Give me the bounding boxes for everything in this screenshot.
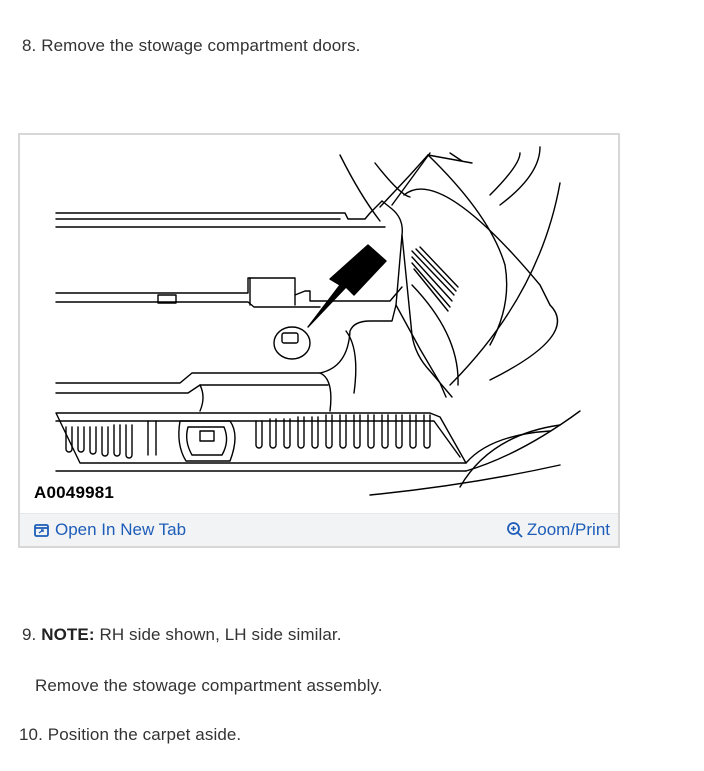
zoom-print-link[interactable]: [506, 520, 610, 540]
step-8-text: 8. Remove the stowage compartment doors.: [22, 36, 361, 55]
open-in-new-tab-link[interactable]: [34, 520, 186, 540]
step-9-number: 9.: [22, 625, 37, 644]
figure-id: A0049981: [34, 483, 115, 502]
open-in-new-tab-label: Open In New Tab: [55, 520, 187, 539]
figure-action-bar: [20, 513, 618, 546]
open-in-new-tab-icon: [34, 524, 49, 537]
zoom-print-label: Zoom/Print: [526, 520, 610, 539]
step-9-text: [22, 625, 342, 645]
step-10-text: 10. Position the carpet aside.: [19, 725, 242, 744]
note-text: RH side shown, LH side similar.: [99, 625, 342, 644]
step-9-instruction: Remove the stowage compartment assembly.: [35, 676, 383, 695]
stowage-compartment-illustration: [20, 135, 618, 515]
figure-panel: [18, 133, 620, 548]
zoom-in-icon: [506, 521, 524, 539]
note-label: NOTE:: [41, 625, 95, 644]
